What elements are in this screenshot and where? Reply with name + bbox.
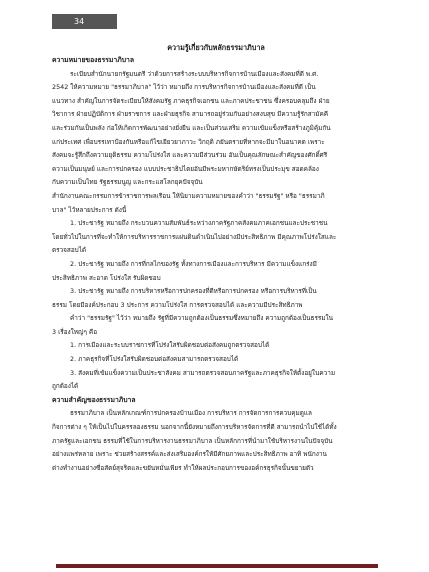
paragraph-line: ระเบียบสำนักนายกรัฐมนตรี ว่าด้วยการสร้างระบบบริหารกิจการบ้านเมืองและสังคมที่ดี พ.ศ. bbox=[70, 69, 319, 78]
list-item: 3. ประชารัฐ หมายถึง การบริหารหรือการปกครองที่ดีหรือการปกครอง หรือการบริหารที่เป็น bbox=[70, 287, 317, 296]
section-heading-meaning: ความหมายของธรรมาภิบาล bbox=[52, 56, 134, 64]
document-title: ความรู้เกี่ยวกับหลักธรรมาภิบาล bbox=[167, 43, 265, 52]
document-body bbox=[52, 41, 380, 475]
list-item-line: โดยทั่วไปในการที่จะทำให้การบริหารราชการแผ่นดินดำเนินไปอย่างมีประสิทธิภาพ มีคุณภาพโปร่งใสและ bbox=[52, 232, 337, 241]
paragraph-line: คำว่า "ธรรมรัฐ" ไว้ว่า หมายถึง รัฐที่มีความถูกต้องเป็นธรรมซึ่งหมายถึง ความถูกต้องเป็นธรรมใน bbox=[70, 314, 334, 323]
paragraph-line: อย่างแพร่หลาย เพราะ ช่วยสร้างสรรค์และส่งเสริมองค์กรให้มีศักยภาพและประสิทธิภาพ อาทิ พนักงาน bbox=[52, 450, 327, 459]
list-item: 2. ภาคธุรกิจที่โปร่งใสรับผิดชอบต่อสังคมสามารถตรวจสอบได้ bbox=[70, 355, 239, 364]
paragraph-line: 3 เรื่องใหญ่ๆ คือ bbox=[52, 327, 98, 336]
list-item: 1. การเมืองและระบบราชการที่โปร่งใสรับผิดชอบต่อสังคมถูกตรวจสอบได้ bbox=[70, 341, 270, 350]
list-item: 1. ประชารัฐ หมายถึง กระบวนความสัมพันธ์ระหว่างภาครัฐภาคสังคมภาคเอกชนและประชาชน bbox=[70, 219, 328, 228]
paragraph-line: สำนักงานคณะกรรมการข้าราชการพลเรือน ให้นิยามความหมายของคำว่า "ธรรมรัฐ" หรือ "ธรรมาภิ bbox=[52, 191, 325, 200]
page-number: 34 bbox=[74, 17, 85, 26]
paragraph-thammarat bbox=[52, 312, 380, 339]
list-item: 2. ประชารัฐ หมายถึง การที่กลไกของรัฐ ทั้งทางการเมืองและการบริหาร มีความแข็งแกร่งมี bbox=[70, 259, 317, 268]
footer-divider bbox=[56, 564, 378, 568]
page-number-tab bbox=[52, 14, 117, 29]
paragraph-line: แนวทาง สำคัญในการจัดระเบียบให้สังคมรัฐ ภาคธุรกิจเอกชน และภาคประชาชน ซึ่งครอบคลุมถึง ฝ่าย bbox=[52, 96, 330, 105]
paragraph-line: ต่างทำงานอย่างซื่อสัตย์สุจริตและขยันหมั่นเพียร ทำให้ผลประกอบการของอค์กรธุรกิจนั้นขยายตัว bbox=[52, 463, 314, 472]
definition-list bbox=[52, 217, 380, 312]
paragraph-line: 2542 ให้ความหมาย "ธรรมาภิบาล" ไว้ว่า หมายถึง การบริหารกิจการบ้านเมืองและสังคมที่ดี เป็น bbox=[52, 83, 316, 92]
paragraph-importance bbox=[52, 407, 380, 475]
paragraph-line: วิชาการ ฝ่ายปฏิบัติการ ฝ่ายราชการ และฝ่ายธุรกิจ สามารถอยู่ร่วมกันอย่างสงบสุข มีความรู้รักสามัคคี bbox=[52, 110, 329, 119]
paragraph-line: บาล" ไว้หลายประการ ดังนี้ bbox=[52, 205, 127, 214]
paragraph-line: กิจการต่าง ๆ ให้เป็นไปในครรลองธรรม นอกจากนี้ยังหมายถึงการบริหารจัดการที่ดี สามารถนำไปใช้ได้ทั้ง bbox=[52, 423, 337, 432]
paragraph-line: กับความเป็นไทย รัฐธรรมนูญ และกระแสโลกยุคปัจจุบัน bbox=[52, 178, 203, 187]
paragraph-line: ภาครัฐและเอกชน ธรรมที่ใช้ในการบริหารงานธรรมาภิบาล เป็นหลักการที่นำมาใช้บริหารงานในปัจจุบัน bbox=[52, 436, 333, 445]
thammarat-list bbox=[52, 339, 380, 393]
paragraph-line: และร่วมกันเป็นพลัง ก่อให้เกิดการพัฒนาอย่างยั่งยืน และเป็นส่วนเสริม ความเข้มแข็งหรือสร้างภูมิคุ้มกัน bbox=[52, 123, 331, 132]
list-item: 3. สังคมที่เข้มแข็งความเป็นประชาสังคม สามารถตรวจสอบภาครัฐและภาคธุรกิจให้ตั้งอยู่ในความ bbox=[70, 368, 336, 377]
paragraph-ocsc bbox=[52, 190, 380, 217]
section-heading-importance: ความสำคัญของธรรมาภิบาล bbox=[52, 395, 136, 404]
paragraph-line: แก่ประเทศ เพื่อบรรเทาป้องกันหรือแก้ไขเยียวยาภาวะ วิกฤติ ภยันตรายที่หากจะมีมาในอนาคต เพราะ bbox=[52, 137, 325, 146]
list-item-line: ตรวจสอบได้ bbox=[52, 246, 87, 255]
paragraph-line: ความเป็นมนุษย์ และการปกครอง แบบประชาธิปไตยอันมีพระมหากษัตริย์ทรงเป็นประมุข สอดคล้อง bbox=[52, 164, 319, 173]
list-item-line: ถูกต้องได้ bbox=[52, 382, 79, 391]
list-item-line: ธรรม โดยมีองค์ประกอบ 3 ประการ ความโปร่งใส การตรวจสอบได้ และความมีประสิทธิภาพ bbox=[52, 300, 303, 309]
paragraph-line: สังคมจะรู้สึกถึงความยุติธรรม ความโปร่งใส และความมีส่วนร่วม อันเป็นคุณลักษณะสำคัญของศักดิ์ศรี bbox=[52, 151, 328, 160]
paragraph-line: ธรรมาภิบาล เป็นหลักเกณฑ์การปกครองบ้านเมือง การบริหาร การจัดการการควบคุมดูแล bbox=[70, 409, 312, 418]
paragraph-definition bbox=[52, 68, 380, 190]
list-item-line: ประสิทธิภาพ สะอาด โปร่งใส รับผิดชอบ bbox=[52, 273, 161, 282]
